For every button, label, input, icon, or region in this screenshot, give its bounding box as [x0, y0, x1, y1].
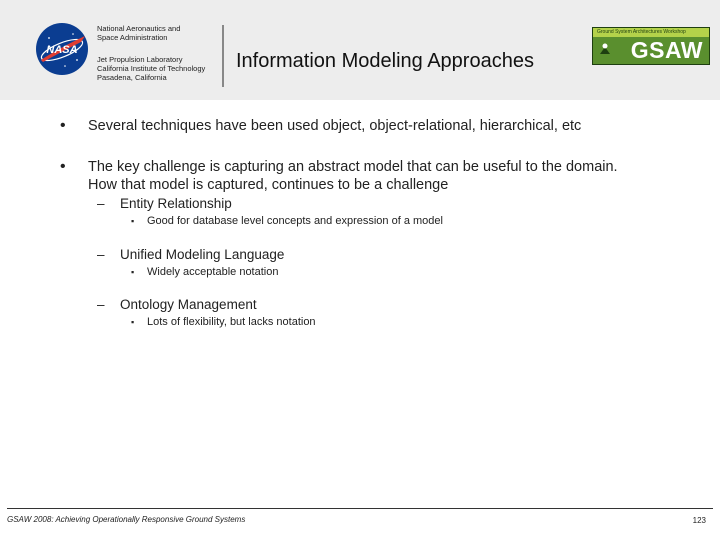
square-marker: ▪ [131, 317, 135, 327]
detail-bullet-text: Good for database level concepts and expression of a model [147, 215, 443, 227]
header-band [0, 0, 720, 100]
sub-bullet-text: Unified Modeling Language [120, 247, 285, 262]
dash-marker: – [97, 196, 105, 211]
nasa-logo-text: NASA [46, 44, 78, 56]
bullet-marker: • [60, 158, 66, 175]
org-nasa [97, 24, 180, 42]
dash-marker: – [97, 297, 105, 312]
detail-bullet-text: Lots of flexibility, but lacks notation [147, 316, 316, 328]
bullet-text: The key challenge is capturing an abstract model that can be useful to the domain. How that model is captured, continues to be a challenge [88, 159, 618, 193]
footer-divider [7, 508, 713, 509]
header-divider [222, 25, 224, 87]
gsaw-logo [592, 27, 710, 65]
gsaw-logo-text: GSAW [630, 37, 703, 63]
slide-title: Information Modeling Approaches [236, 50, 534, 72]
square-marker: ▪ [131, 216, 135, 226]
sub-bullet-text: Ontology Management [120, 297, 257, 312]
bullet-marker: • [60, 117, 66, 134]
org-nasa-line-1: National Aeronautics and [97, 24, 181, 33]
bullet-text: Several techniques have been used object, object-relational, hierarchical, etc [88, 118, 582, 134]
org-nasa-line-2: Space Administration [97, 33, 168, 42]
org-jpl-line-1: Jet Propulsion Laboratory [97, 55, 183, 64]
org-jpl-line-2: California Institute of Technology [97, 64, 206, 73]
nasa-logo [35, 22, 89, 76]
detail-bullet-text: Widely acceptable notation [147, 266, 279, 278]
org-jpl [97, 55, 205, 82]
dash-marker: – [97, 247, 105, 262]
footer-conference: GSAW 2008: Achieving Operationally Responsive Ground Systems [7, 515, 246, 524]
square-marker: ▪ [131, 267, 135, 277]
gsaw-tagline: Ground System Architectures Workshop [597, 29, 686, 35]
page-number: 123 [692, 516, 706, 525]
org-jpl-line-3: Pasadena, California [97, 73, 167, 82]
satellite-dish-icon [598, 42, 612, 56]
sub-bullet-text: Entity Relationship [120, 196, 232, 211]
